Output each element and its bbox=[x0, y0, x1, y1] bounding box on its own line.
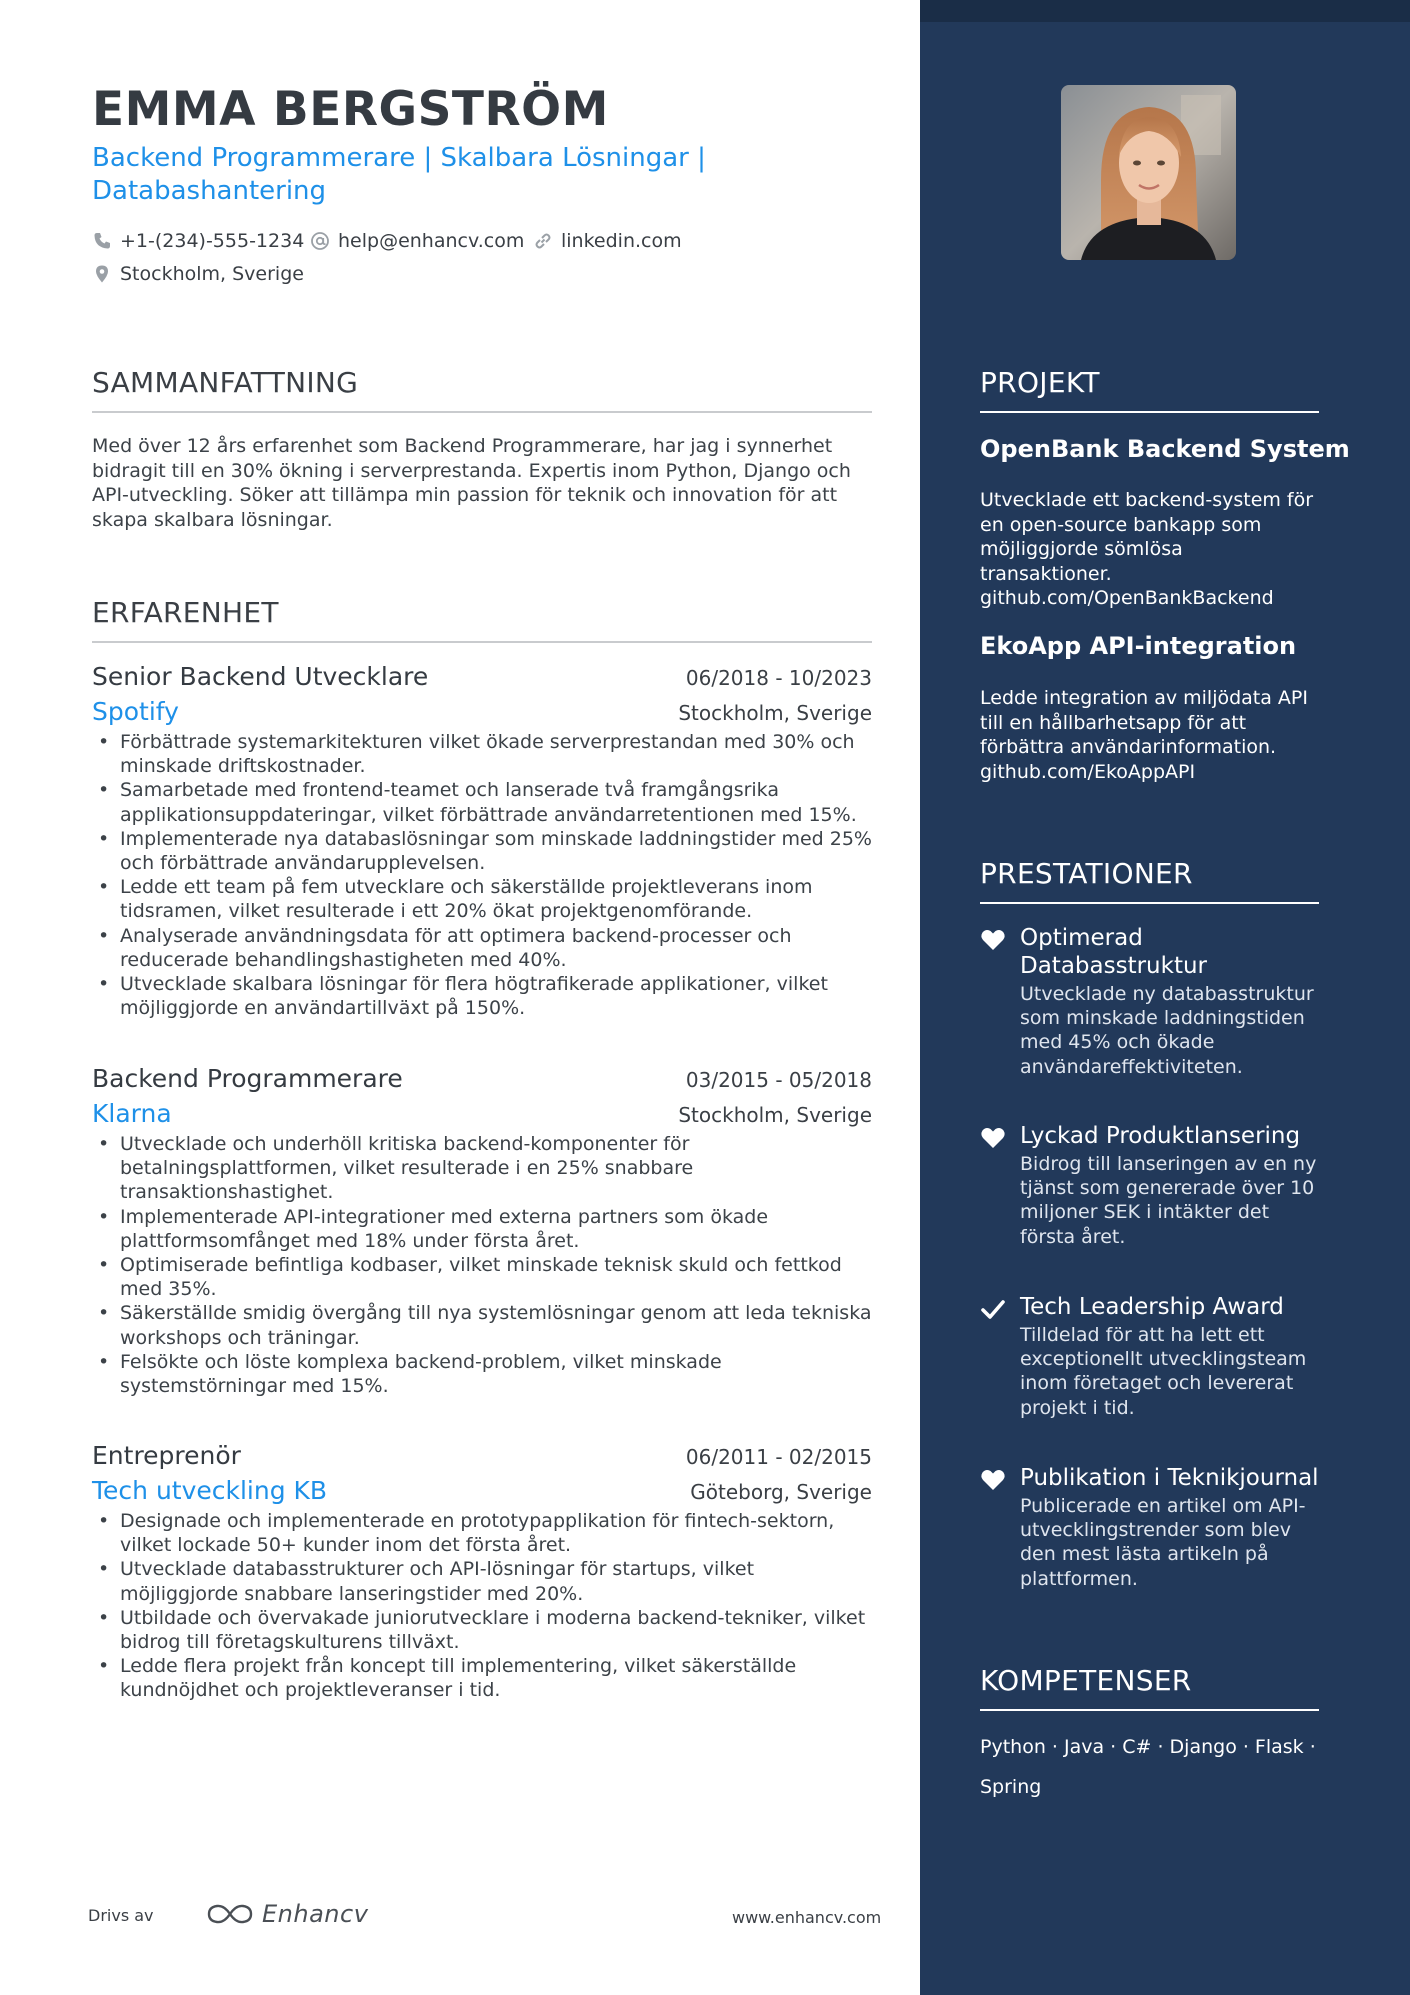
job-dates: 03/2015 - 05/2018 bbox=[685, 1068, 872, 1092]
bullet-item: • Implementerade API-integrationer med externa partners som ökade plattformsomfånget med 18% under första året. bbox=[92, 1205, 872, 1253]
bullet-item: • Säkerställde smidig övergång till nya systemlösningar genom att leda tekniska workshops och träningar. bbox=[92, 1301, 872, 1349]
achievement-title: Lyckad Produktlansering bbox=[1020, 1123, 1301, 1149]
sidebar bbox=[920, 0, 1410, 1995]
project-title: OpenBank Backend System bbox=[980, 435, 1350, 463]
summary-heading: SAMMANFATTNING bbox=[92, 366, 359, 399]
phone-icon bbox=[92, 231, 112, 251]
profile-photo bbox=[1061, 85, 1236, 260]
bullet-item: • Ledde flera projekt från koncept till implementering, vilket säkerställde kundnöjdhet och projektleveranser i tid. bbox=[92, 1654, 872, 1702]
achievement-item bbox=[980, 1464, 1320, 1591]
bullet-item: • Felsökte och löste komplexa backend-problem, vilket minskade systemstörningar med 15%. bbox=[92, 1350, 872, 1398]
skills-list: Python · Java · C# · Django · Flask · Spring bbox=[980, 1736, 1316, 1798]
achievement-description: Utvecklade ny databasstruktur som minskade laddningstiden med 45% och ökade användareffektiviteten. bbox=[1020, 983, 1314, 1078]
achievement-description: Tilldelad för att ha lett ett exceptionellt utvecklingsteam inom företaget och levererat projekt i tid. bbox=[1020, 1324, 1307, 1419]
job-dates: 06/2018 - 10/2023 bbox=[685, 666, 872, 690]
bullet-item: • Analyserade användningsdata för att optimera backend-processer och reducerade behandlingshastigheten med 40%. bbox=[92, 924, 872, 972]
job-entry bbox=[92, 662, 872, 1020]
summary-divider bbox=[92, 411, 872, 413]
bullet-item: • Utvecklade och underhöll kritiska backend-komponenter för betalningsplattformen, vilket resulterade i en 25% snabbare transaktionshastighet. bbox=[92, 1132, 872, 1205]
project-link[interactable]: github.com/OpenBankBackend bbox=[980, 587, 1274, 609]
bullet-item: • Implementerade nya databaslösningar som minskade laddningstider med 25% och förbättrade användarupplevelsen. bbox=[92, 827, 872, 875]
achievement-item bbox=[980, 1122, 1320, 1249]
email-text[interactable]: help@enhancv.com bbox=[338, 230, 525, 252]
candidate-title: Backend Programmerare | Skalbara Lösningar | Databashantering bbox=[92, 143, 706, 206]
achievement-item bbox=[980, 924, 1320, 1079]
heart-icon bbox=[980, 928, 1006, 952]
job-title: Senior Backend Utvecklare bbox=[92, 662, 429, 691]
heart-icon bbox=[980, 1468, 1006, 1492]
location-pin-icon bbox=[92, 264, 112, 284]
job-bullets bbox=[92, 730, 872, 1020]
job-entry bbox=[92, 1441, 872, 1703]
job-location: Stockholm, Sverige bbox=[678, 701, 872, 725]
heart-icon bbox=[980, 1126, 1006, 1150]
projects-divider bbox=[980, 411, 1319, 413]
project-description-text: Utvecklade ett backend-system för en open-source bankapp som möjliggjorde sömlösa transaktioner. bbox=[980, 489, 1314, 585]
achievement-title: Optimerad Databasstruktur bbox=[1020, 925, 1207, 979]
candidate-name: EMMA BERGSTRÖM bbox=[92, 82, 609, 137]
job-dates: 06/2011 - 02/2015 bbox=[685, 1445, 872, 1469]
achievement-title: Publikation i Teknikjournal bbox=[1020, 1465, 1319, 1491]
job-location: Stockholm, Sverige bbox=[678, 1103, 872, 1127]
job-entry bbox=[92, 1064, 872, 1398]
experience-heading: ERFARENHET bbox=[92, 596, 279, 629]
phone-text: +1-(234)-555-1234 bbox=[120, 230, 305, 252]
link-icon bbox=[533, 231, 553, 251]
bullet-item: • Ledde ett team på fem utvecklare och säkerställde projektleverans inom tidsramen, vilket resulterade i ett 20% ökat projektgenomförande. bbox=[92, 875, 872, 923]
job-bullets bbox=[92, 1132, 872, 1398]
powered-by-label: Drivs av bbox=[88, 1906, 154, 1925]
job-title: Backend Programmerare bbox=[92, 1064, 403, 1093]
enhancv-logo[interactable] bbox=[206, 1900, 368, 1928]
bullet-item: • Utbildade och övervakade juniorutvecklare i moderna backend-tekniker, vilket bidrog till företagskulturens tillväxt. bbox=[92, 1606, 872, 1654]
bullet-item: • Designade och implementerade en prototypapplikation för fintech-sektorn, vilket lockade 50+ kunder inom det första året. bbox=[92, 1509, 872, 1557]
project-description bbox=[980, 686, 1320, 784]
skills-heading: KOMPETENSER bbox=[980, 1664, 1192, 1697]
achievement-description: Publicerade en artikel om API-utvecklingstrender som blev den mest lästa artikeln på plattformen. bbox=[1020, 1495, 1306, 1590]
experience-divider bbox=[92, 641, 872, 643]
company-name: Spotify bbox=[92, 697, 179, 726]
job-location: Göteborg, Sverige bbox=[690, 1480, 872, 1504]
contact-location bbox=[92, 263, 304, 285]
infinity-logo-icon bbox=[206, 1902, 254, 1926]
achievements-divider bbox=[980, 902, 1319, 904]
company-name: Tech utveckling KB bbox=[92, 1476, 328, 1505]
job-bullets bbox=[92, 1509, 872, 1703]
summary-text: Med över 12 års erfarenhet som Backend Programmerare, har jag i synnerhet bidragit till en 30% ökning i serverprestanda. Expertis inom Python, Django och API-utveckling. Söker att tillämpa min passion för teknik och innovation för att skapa skalbara lösningar. bbox=[92, 435, 851, 531]
achievement-item bbox=[980, 1293, 1320, 1420]
project-link[interactable]: github.com/EkoAppAPI bbox=[980, 760, 1196, 783]
achievements-heading: PRESTATIONER bbox=[980, 857, 1193, 890]
achievement-description: Bidrog till lanseringen av en ny tjänst som genererade över 10 miljoner SEK i intäkter det första året. bbox=[1020, 1153, 1317, 1248]
bullet-item: • Förbättrade systemarkitekturen vilket ökade serverprestandan med 30% och minskade driftskostnader. bbox=[92, 730, 872, 778]
bullet-item: • Optimiserade befintliga kodbaser, vilket minskade teknisk skuld och fettkod med 35%. bbox=[92, 1253, 872, 1301]
sidebar-top-bar bbox=[920, 0, 1410, 22]
bullet-item: • Samarbetade med frontend-teamet och lanserade två framgångsrika applikationsuppdateringar, vilket förbättrade användarretentionen med 15%. bbox=[92, 778, 872, 826]
contact-email[interactable] bbox=[310, 230, 524, 252]
bullet-item: • Utvecklade skalbara lösningar för flera högtrafikerade applikationer, vilket möjliggjorde en användartillväxt på 150%. bbox=[92, 972, 872, 1020]
job-title: Entreprenör bbox=[92, 1441, 241, 1470]
project-description-text: Ledde integration av miljödata API till en hållbarhetsapp för att förbättra användarinformation. bbox=[980, 687, 1308, 758]
projects-heading: PROJEKT bbox=[980, 366, 1100, 399]
checkmark-icon bbox=[980, 1297, 1006, 1321]
location-text: Stockholm, Sverige bbox=[120, 263, 304, 285]
brand-name: Enhancv bbox=[262, 1900, 369, 1928]
at-icon bbox=[310, 231, 330, 251]
contact-phone bbox=[92, 230, 304, 252]
achievement-title: Tech Leadership Award bbox=[1020, 1294, 1284, 1320]
project-description bbox=[980, 488, 1320, 611]
company-name: Klarna bbox=[92, 1099, 172, 1128]
skills-divider bbox=[980, 1709, 1319, 1711]
footer-url[interactable]: www.enhancv.com bbox=[732, 1908, 882, 1927]
bullet-item: • Utvecklade databasstrukturer och API-lösningar för startups, vilket möjliggjorde snabbare lanseringstider med 20%. bbox=[92, 1557, 872, 1605]
project-title: EkoApp API-integration bbox=[980, 632, 1297, 660]
contact-linkedin[interactable] bbox=[533, 230, 682, 252]
linkedin-text[interactable]: linkedin.com bbox=[561, 230, 682, 252]
